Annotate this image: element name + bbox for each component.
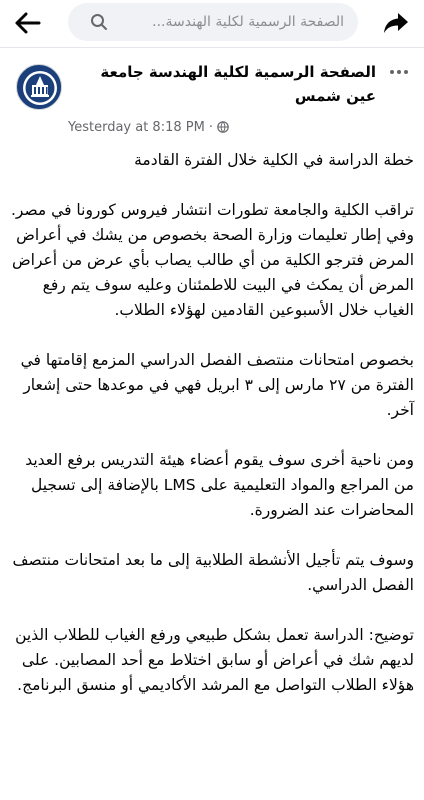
top-bar [0,0,424,46]
search-input[interactable] [118,8,344,36]
avatar[interactable] [16,64,62,110]
post-meta [68,118,229,136]
meta-separator: · [208,119,213,135]
search-box[interactable] [68,3,358,41]
page-name[interactable]: الصفحة الرسمية لكلية الهندسة جامعة عين شمس [100,63,376,105]
share-arrow-icon [382,10,410,36]
post-body [10,148,414,723]
post-paragraph: بخصوص امتحانات منتصف الفصل الدراسي المزمع إقامتها في الفترة من ٢٧ مارس إلى ٣ ابريل فهي في موعدها حتى إشعار آخر. [20,351,414,419]
post-paragraph: وسوف يتم تأجيل الأنشطة الطلابية إلى ما بعد امتحانات منتصف الفصل الدراسي. [12,551,414,594]
globe-icon [217,121,229,133]
post-paragraph: ومن ناحية أخرى سوف يقوم أعضاء هيئة التدريس برفع العديد من المراجع والمواد التعليمية على LMS بالإضافة إلى تسجيل المحاضرات عند الضرورة. [25,451,414,519]
post-paragraph-title: خطة الدراسة في الكلية خلال الفترة القادمة [134,151,414,169]
faculty-logo-icon [17,65,62,110]
post-timestamp[interactable]: Yesterday at 8:18 PM [68,119,205,135]
more-dots-icon [388,65,410,79]
back-arrow-icon [14,10,42,36]
search-icon [90,13,108,31]
post-header [0,48,424,140]
post-paragraph: توضيح: الدراسة تعمل بشكل طبيعي ورفع الغياب للطلاب الذين لديهم شك في أعراض أو سابق اختلاط مع أحد المصابين. على هؤلاء الطلاب التواصل مع المرشد الأكاديمي أو منسق البرنامج. [15,626,414,694]
back-button[interactable] [14,10,42,36]
share-button[interactable] [382,10,410,36]
post-paragraph: تراقب الكلية والجامعة تطورات انتشار فيروس كورونا في مصر. وفي إطار تعليمات وزارة الصحة بخصوص من يشك في أعراض المرض فترجو الكلية من أي طالب يصاب بأي عرض من أعراض المرض أن يمكث في البيت للاطمئنان وعليه سوف يتم رفع الغياب خلال الأسبوعين القادمين لهؤلاء الطلاب. [11,201,414,319]
more-options-button[interactable] [388,64,410,78]
